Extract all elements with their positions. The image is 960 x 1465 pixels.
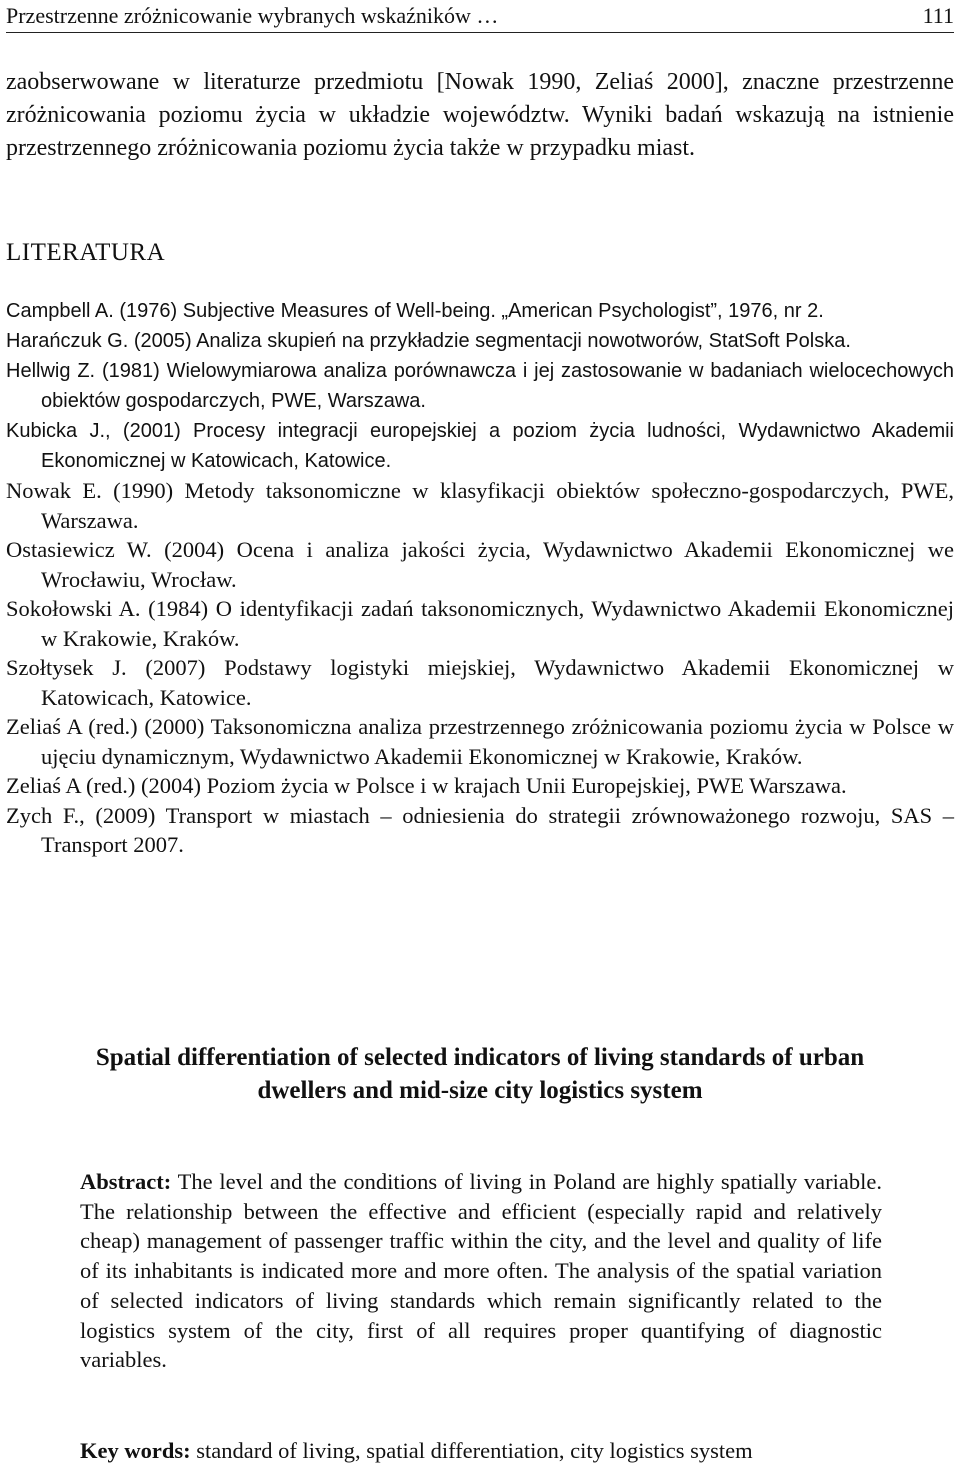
page-header (6, 2, 954, 33)
section-heading: LITERATURA (6, 239, 166, 266)
page-number: 111 (922, 3, 954, 28)
reference-item: Harańczuk G. (2005) Analiza skupień na przykładzie segmentacji nowotworów, StatSoft Polska. (6, 330, 851, 352)
reference-item: Szołtysek J. (2007) Podstawy logistyki miejskiej, Wydawnictwo Akademii Ekonomicznej w Katowicach, Katowice. (6, 655, 954, 710)
reference-list (6, 296, 954, 860)
keywords (80, 1436, 930, 1465)
abstract (80, 1167, 882, 1375)
intro-paragraph: zaobserwowane w literaturze przedmiotu [Nowak 1990, Zeliaś 2000], znaczne przestrzenne zróżnicowania poziomu życia w układzie województw. Wyniki badań wskazują na istnienie przestrzennego zróżnicowania poziomu życia także w przypadku miast. (6, 69, 954, 161)
keywords-text: standard of living, spatial differentiation, city logistics system (196, 1438, 753, 1463)
reference-item: Zych F., (2009) Transport w miastach – odniesienia do strategii zrównoważonego rozwoju, SAS – Transport 2007. (6, 802, 954, 857)
reference-item: Kubicka J., (2001) Procesy integracji europejskiej a poziom życia ludności, Wydawnictwo Akademii Ekonomicznej w Katowicach, Katowice. (6, 420, 954, 472)
reference-item: Zeliaś A (red.) (2000) Taksonomiczna analiza przestrzennego zróżnicowania poziomu życia w Polsce w ujęciu dynamicznym, Wydawnictwo Akademii Ekonomicznej w Krakowie, Kraków. (6, 714, 954, 769)
abstract-text: The level and the conditions of living in Poland are highly spatially variable. The relationship between the effective and efficient (especially rapid and relatively cheap) management of passenger traffic within the city, and the level and quality of life of its inhabitants is indicated more and more often. The analysis of the spatial variation of selected indicators of living standards which remain significantly related to the logistics system of the city, first of all requires proper quantifying of diagnostic variables. (80, 1169, 883, 1373)
reference-item: Sokołowski A. (1984) O identyfikacji zadań taksonomicznych, Wydawnictwo Akademii Ekonomicznej w Krakowie, Kraków. (6, 596, 954, 651)
reference-item: Nowak E. (1990) Metody taksonomiczne w klasyfikacji obiektów społeczno-gospodarczych, PWE, Warszawa. (6, 478, 954, 533)
reference-item: Hellwig Z. (1981) Wielowymiarowa analiza porównawcza i jej zastosowanie w badaniach wielocechowych obiektów gospodarczych, PWE, Warszawa. (6, 360, 954, 412)
reference-item: Ostasiewicz W. (2004) Ocena i analiza jakości życia, Wydawnictwo Akademii Ekonomicznej we Wrocławiu, Wrocław. (6, 537, 954, 592)
reference-item: Zeliaś A (red.) (2004) Poziom życia w Polsce i w krajach Unii Europejskiej, PWE Warszawa. (6, 773, 847, 798)
abstract-label: Abstract: (80, 1169, 172, 1194)
running-title: Przestrzenne zróżnicowanie wybranych wskaźników … (6, 3, 499, 28)
reference-item: Campbell A. (1976) Subjective Measures of Well-being. „American Psychologist”, 1976, nr 2. (6, 300, 824, 322)
keywords-label: Key words: (80, 1438, 191, 1463)
english-title: Spatial differentiation of selected indicators of living standards of urban dwellers and mid-size city logistics system (95, 1044, 865, 1104)
